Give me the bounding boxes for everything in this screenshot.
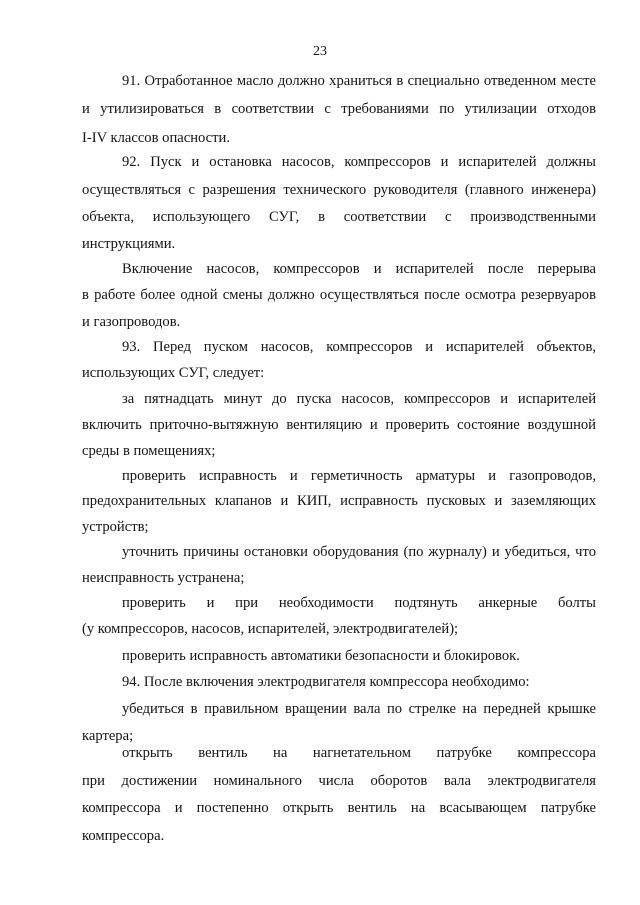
list-item-anchor-bolts-line-1: проверить и при необходимости подтянуть анкерные болты xyxy=(122,595,596,611)
paragraph-switch-line-3: и газопроводов. xyxy=(82,314,181,330)
paragraph-switch-line-1: Включение насосов, компрессоров и испарителей после перерыва xyxy=(122,261,596,277)
paragraph-94-line-1: 94. После включения электродвигателя компрессора необходимо: xyxy=(122,674,530,690)
list-item-clarify-causes-line-1: уточнить причины остановки оборудования (по журналу) и убедиться, что xyxy=(122,544,596,560)
list-item-open-valve-line-3: компрессора и постепенно открыть вентиль на всасывающем патрубке xyxy=(82,800,596,816)
list-item-ventilation-line-3: среды в помещениях; xyxy=(82,443,216,459)
list-item-check-fittings-line-1: проверить исправность и герметичность арматуры и газопроводов, xyxy=(122,468,596,484)
paragraph-91-line-3: I-IV классов опасности. xyxy=(82,130,230,146)
list-item-rotation-line-1: убедиться в правильном вращении вала по стрелке на передней крышке xyxy=(122,701,596,717)
list-item-open-valve-line-2: при достижении номинального числа оборотов вала электродвигателя xyxy=(82,773,596,789)
list-item-check-fittings-line-3: устройств; xyxy=(82,519,149,535)
paragraph-switch-line-2: в работе более одной смены должно осуществляться после осмотра резервуаров xyxy=(82,287,596,303)
page-number: 23 xyxy=(313,44,327,59)
list-item-open-valve-line-1: открыть вентиль на нагнетательном патрубке компрессора xyxy=(122,745,596,761)
paragraph-91-line-2: и утилизироваться в соответствии с требованиями по утилизации отходов xyxy=(82,101,596,117)
list-item-anchor-bolts-line-2: (у компрессоров, насосов, испарителей, электродвигателей); xyxy=(82,621,459,637)
paragraph-93-line-1: 93. Перед пуском насосов, компрессоров и испарителей объектов, xyxy=(122,339,596,355)
list-item-open-valve-line-4: компрессора. xyxy=(82,828,165,844)
list-item-automation: проверить исправность автоматики безопасности и блокировок. xyxy=(122,648,520,664)
list-item-ventilation-line-2: включить приточно-вытяжную вентиляцию и проверить состояние воздушной xyxy=(82,417,596,433)
paragraph-93-line-2: использующих СУГ, следует: xyxy=(82,365,265,381)
paragraph-92-line-2: осуществляться с разрешения технического руководителя (главного инженера) xyxy=(82,182,596,198)
paragraph-91-line-1: 91. Отработанное масло должно храниться в специально отведенном месте xyxy=(122,73,596,89)
paragraph-92-line-1: 92. Пуск и остановка насосов, компрессоров и испарителей должны xyxy=(122,154,596,170)
list-item-check-fittings-line-2: предохранительных клапанов и КИП, исправность пусковых и заземляющих xyxy=(82,493,596,509)
list-item-rotation-line-2: картера; xyxy=(82,728,134,744)
list-item-clarify-causes-line-2: неисправность устранена; xyxy=(82,570,245,586)
paragraph-92-line-3: объекта, использующего СУГ, в соответствии с производственными xyxy=(82,209,596,225)
list-item-ventilation-line-1: за пятнадцать минут до пуска насосов, компрессоров и испарителей xyxy=(122,391,596,407)
paragraph-92-line-4: инструкциями. xyxy=(82,236,176,252)
